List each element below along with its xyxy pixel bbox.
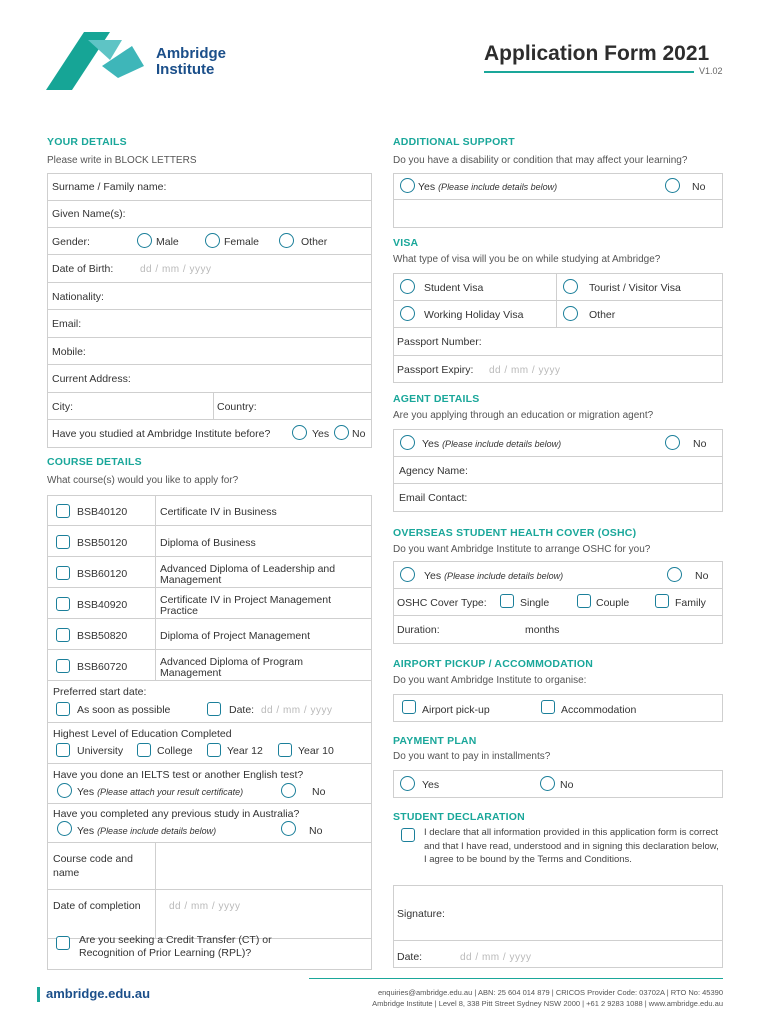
support-yes-text: Yes bbox=[418, 181, 436, 193]
oshc-yes-note: (Please include details below) bbox=[444, 571, 564, 581]
support-yes-label bbox=[418, 181, 557, 193]
support-no-radio[interactable] bbox=[665, 178, 680, 193]
block-letters-note: Please write in BLOCK LETTERS bbox=[47, 155, 197, 166]
footer-site[interactable]: ambridge.edu.au bbox=[46, 986, 151, 1001]
ielts-label: Have you done an IELTS test or another English test? bbox=[53, 769, 304, 781]
whv-radio[interactable] bbox=[400, 306, 415, 321]
year12-checkbox[interactable] bbox=[207, 743, 221, 757]
course-row-divider bbox=[155, 650, 156, 681]
address-label: Current Address: bbox=[52, 373, 131, 385]
visa-sub: What type of visa will you be on while studying at Ambridge? bbox=[393, 254, 661, 265]
support-no-label: No bbox=[692, 181, 706, 193]
student-visa-radio[interactable] bbox=[400, 279, 415, 294]
airport-sub: Do you want Ambridge Institute to organise: bbox=[393, 675, 587, 686]
footer-rule bbox=[309, 978, 723, 979]
payment-no-label: No bbox=[560, 779, 574, 791]
oshc-couple-checkbox[interactable] bbox=[577, 594, 591, 608]
studied-yes-radio[interactable] bbox=[292, 425, 307, 440]
footer-line2: Ambridge Institute | Level 8, 338 Pitt Street Sydney NSW 2000 | +61 2 9283 1088 | www.ambridge.edu.au bbox=[372, 999, 723, 1008]
accommodation-checkbox[interactable] bbox=[541, 700, 555, 714]
passport-expiry-placeholder[interactable]: dd / mm / yyyy bbox=[489, 365, 561, 376]
ambridge-logo-mark bbox=[44, 30, 154, 92]
completion-placeholder[interactable]: dd / mm / yyyy bbox=[169, 901, 241, 912]
divider bbox=[47, 722, 372, 723]
course-row-divider bbox=[155, 588, 156, 619]
course-name: Diploma of Business bbox=[160, 537, 256, 549]
education-label: Highest Level of Education Completed bbox=[53, 728, 232, 740]
declaration-date-placeholder[interactable]: dd / mm / yyyy bbox=[460, 952, 532, 963]
prev-yes-radio[interactable] bbox=[57, 821, 72, 836]
agent-yes-label bbox=[422, 438, 561, 450]
studied-no-radio[interactable] bbox=[334, 425, 349, 440]
asap-label: As soon as possible bbox=[77, 704, 171, 716]
course-code: BSB40920 bbox=[77, 599, 128, 611]
declaration-text: I declare that all information provided in this application form is correct and that I have read, understood and in signing this declaration below, I agree to be bound by the Terms and Conditions. bbox=[424, 827, 719, 865]
start-date-label: Date: bbox=[229, 704, 255, 716]
prev-yes-label bbox=[77, 825, 216, 837]
course-row-divider bbox=[155, 526, 156, 557]
dob-label: Date of Birth: bbox=[52, 263, 114, 275]
studied-before-label: Have you studied at Ambridge Institute before? bbox=[52, 428, 271, 440]
visa-divider bbox=[556, 273, 557, 328]
support-yes-radio[interactable] bbox=[400, 178, 415, 193]
course-checkbox-bsb50820[interactable] bbox=[56, 628, 70, 642]
male-label: Male bbox=[156, 236, 179, 248]
oshc-sub: Do you want Ambridge Institute to arrange OSHC for you? bbox=[393, 544, 651, 555]
title-underline bbox=[484, 71, 694, 73]
visa-other-label: Other bbox=[589, 309, 616, 321]
course-sub: What course(s) would you like to apply for? bbox=[47, 475, 239, 486]
prev-no-label: No bbox=[309, 825, 323, 837]
passport-expiry-label: Passport Expiry: bbox=[397, 364, 474, 376]
course-row-divider bbox=[155, 495, 156, 526]
university-checkbox[interactable] bbox=[56, 743, 70, 757]
course-code: BSB60720 bbox=[77, 661, 128, 673]
other-label: Other bbox=[301, 236, 328, 248]
ct-rpl-label: Are you seeking a Credit Transfer (CT) or Recognition of Prior Learning (RPL)? bbox=[79, 934, 272, 959]
year12-label: Year 12 bbox=[227, 745, 263, 757]
oshc-yes-radio[interactable] bbox=[400, 567, 415, 582]
studied-no-label: No bbox=[352, 428, 366, 440]
agent-yes-note: (Please include details below) bbox=[442, 439, 562, 449]
declaration-heading: STUDENT DECLARATION bbox=[393, 811, 525, 823]
course-row-divider bbox=[155, 619, 156, 650]
oshc-single-checkbox[interactable] bbox=[500, 594, 514, 608]
year10-label: Year 10 bbox=[298, 745, 334, 757]
oshc-single-label: Single bbox=[520, 597, 550, 609]
nationality-label: Nationality: bbox=[52, 291, 104, 303]
course-code: BSB50120 bbox=[77, 537, 128, 549]
version-label: V1.02 bbox=[699, 66, 723, 76]
country-label[interactable]: Country: bbox=[217, 401, 257, 413]
start-date-placeholder[interactable]: dd / mm / yyyy bbox=[261, 705, 333, 716]
logo-text bbox=[156, 46, 226, 78]
airport-heading: AIRPORT PICKUP / ACCOMMODATION bbox=[393, 658, 594, 670]
footer-bar bbox=[37, 987, 40, 1002]
email-label: Email: bbox=[52, 318, 82, 330]
payment-no-radio[interactable] bbox=[540, 776, 555, 791]
gender-other-radio[interactable] bbox=[279, 233, 294, 248]
course-code: BSB40120 bbox=[77, 506, 128, 518]
ielts-yes-note: (Please attach your result certificate) bbox=[97, 787, 244, 797]
support-sub: Do you have a disability or condition that may affect your learning? bbox=[393, 155, 688, 166]
prev-yes-note: (Please include details below) bbox=[97, 826, 217, 836]
gender-female-radio[interactable] bbox=[205, 233, 220, 248]
agent-sub: Are you applying through an education or migration agent? bbox=[393, 410, 654, 421]
course-checkbox-bsb40120[interactable] bbox=[56, 504, 70, 518]
city-label[interactable]: City: bbox=[52, 401, 73, 413]
course-row-divider bbox=[155, 557, 156, 588]
agency-email-label[interactable]: Email Contact: bbox=[399, 492, 468, 504]
divider bbox=[47, 803, 372, 804]
course-name: Diploma of Project Management bbox=[160, 630, 310, 642]
footer-line1: enquiries@ambridge.edu.au | ABN: 25 604 014 879 | CRICOS Provider Code: 03702A | RTO No: 45390 bbox=[377, 988, 723, 997]
oshc-family-label: Family bbox=[675, 597, 706, 609]
accommodation-label: Accommodation bbox=[561, 704, 637, 716]
ielts-yes-radio[interactable] bbox=[57, 783, 72, 798]
course-code-name-field[interactable] bbox=[156, 843, 371, 889]
signature-label: Signature: bbox=[397, 908, 445, 920]
oshc-heading: OVERSEAS STUDENT HEALTH COVER (OSHC) bbox=[393, 527, 637, 539]
oshc-no-label: No bbox=[695, 570, 709, 582]
studied-yes-label: Yes bbox=[312, 428, 330, 440]
mobile-field[interactable] bbox=[47, 338, 372, 365]
course-name: Advanced Diploma of Program Management bbox=[160, 655, 303, 679]
logo-line2: Institute bbox=[156, 61, 215, 78]
divider bbox=[47, 763, 372, 764]
course-code-name-label: Course code and name bbox=[53, 853, 133, 879]
visa-heading: VISA bbox=[393, 237, 419, 249]
tourist-visa-label: Tourist / Visitor Visa bbox=[589, 282, 681, 294]
agent-no-label: No bbox=[693, 438, 707, 450]
course-checkbox-bsb60720[interactable] bbox=[56, 659, 70, 673]
oshc-yes-label bbox=[424, 570, 563, 582]
agent-yes-radio[interactable] bbox=[400, 435, 415, 450]
dob-placeholder: dd / mm / yyyy bbox=[140, 264, 212, 275]
course-code: BSB60120 bbox=[77, 568, 128, 580]
airport-pickup-label: Airport pick-up bbox=[422, 704, 490, 716]
divider bbox=[47, 889, 372, 890]
your-details-heading: YOUR DETAILS bbox=[47, 136, 127, 148]
asap-checkbox[interactable] bbox=[56, 702, 70, 716]
oshc-yes-text: Yes bbox=[424, 570, 442, 582]
previous-study-label: Have you completed any previous study in Australia? bbox=[53, 808, 300, 820]
agent-no-radio[interactable] bbox=[665, 435, 680, 450]
support-yes-note: (Please include details below) bbox=[438, 182, 558, 192]
airport-pickup-checkbox[interactable] bbox=[402, 700, 416, 714]
email-field[interactable] bbox=[47, 310, 372, 338]
oshc-duration-label[interactable]: Duration: bbox=[397, 624, 440, 636]
page-title: Application Form 2021 bbox=[484, 42, 710, 65]
visa-other-radio[interactable] bbox=[563, 306, 578, 321]
ielts-no-label: No bbox=[312, 786, 326, 798]
female-label: Female bbox=[224, 236, 260, 248]
course-name: Certificate IV in Business bbox=[160, 506, 277, 518]
passport-number-label[interactable]: Passport Number: bbox=[397, 336, 482, 348]
mobile-label: Mobile: bbox=[52, 346, 86, 358]
whv-label: Working Holiday Visa bbox=[424, 309, 524, 321]
city-country-row bbox=[47, 393, 372, 420]
agency-name-label[interactable]: Agency Name: bbox=[399, 465, 468, 477]
agent-yes-text: Yes bbox=[422, 438, 440, 450]
start-date-checkbox[interactable] bbox=[207, 702, 221, 716]
completion-label: Date of completion bbox=[53, 900, 141, 912]
ielts-no-radio[interactable] bbox=[281, 783, 296, 798]
gender-label: Gender: bbox=[52, 236, 90, 248]
year10-checkbox[interactable] bbox=[278, 743, 292, 757]
payment-yes-radio[interactable] bbox=[400, 776, 415, 791]
course-checkbox-bsb60120[interactable] bbox=[56, 566, 70, 580]
payment-box bbox=[393, 770, 723, 798]
ct-rpl-checkbox[interactable] bbox=[56, 936, 70, 950]
ielts-yes-text: Yes bbox=[77, 786, 95, 798]
course-code: BSB50820 bbox=[77, 630, 128, 642]
course-details-heading: COURSE DETAILS bbox=[47, 456, 142, 468]
oshc-couple-label: Couple bbox=[596, 597, 630, 609]
oshc-no-radio[interactable] bbox=[667, 567, 682, 582]
student-visa-label: Student Visa bbox=[424, 282, 484, 294]
payment-sub: Do you want to pay in installments? bbox=[393, 751, 551, 762]
support-details-field[interactable] bbox=[394, 201, 722, 227]
declaration-date-label: Date: bbox=[397, 951, 423, 963]
tourist-visa-radio[interactable] bbox=[563, 279, 578, 294]
declaration-checkbox[interactable] bbox=[401, 828, 415, 842]
ielts-yes-label bbox=[77, 786, 243, 798]
course-checkbox-bsb40920[interactable] bbox=[56, 597, 70, 611]
payment-yes-label: Yes bbox=[422, 779, 440, 791]
payment-heading: PAYMENT PLAN bbox=[393, 735, 477, 747]
oshc-months-label: months bbox=[525, 624, 560, 636]
college-checkbox[interactable] bbox=[137, 743, 151, 757]
prev-no-radio[interactable] bbox=[281, 821, 296, 836]
agent-heading: AGENT DETAILS bbox=[393, 393, 480, 405]
city-country-divider bbox=[213, 393, 214, 420]
prev-yes-text: Yes bbox=[77, 825, 95, 837]
preferred-start-label: Preferred start date: bbox=[53, 686, 147, 698]
university-label: University bbox=[77, 745, 124, 757]
course-checkbox-bsb50120[interactable] bbox=[56, 535, 70, 549]
additional-support-heading: ADDITIONAL SUPPORT bbox=[393, 136, 515, 148]
college-label: College bbox=[157, 745, 193, 757]
gender-male-radio[interactable] bbox=[137, 233, 152, 248]
surname-label: Surname / Family name: bbox=[52, 181, 167, 193]
course-name: Certificate IV in Project Management Practice bbox=[160, 593, 331, 617]
logo-line1: Ambridge bbox=[156, 45, 227, 62]
oshc-cover-label: OSHC Cover Type: bbox=[397, 597, 487, 609]
oshc-family-checkbox[interactable] bbox=[655, 594, 669, 608]
given-name-label: Given Name(s): bbox=[52, 208, 126, 220]
course-name: Advanced Diploma of Leadership and Management bbox=[160, 562, 336, 586]
